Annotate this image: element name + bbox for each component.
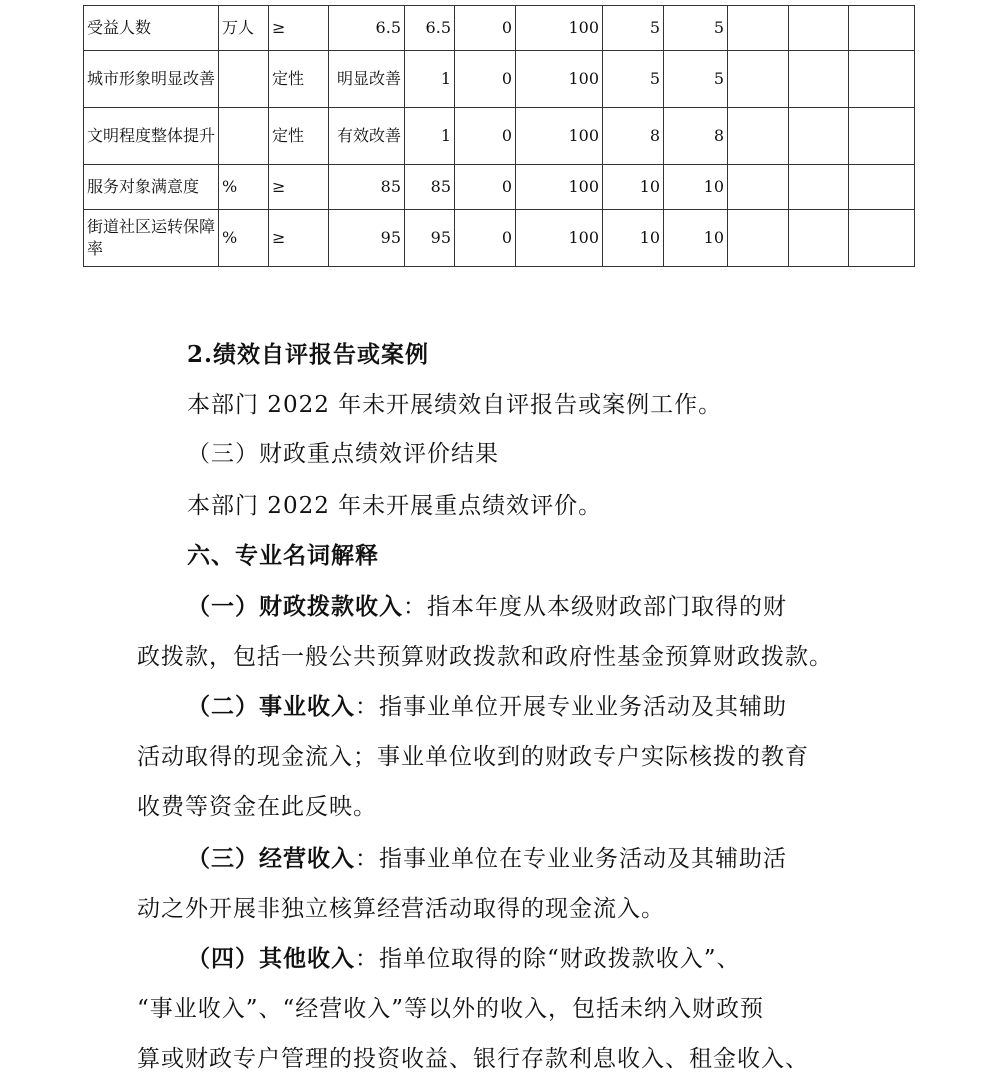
term-3-line-1: [187, 840, 787, 873]
table-cell-c11: [849, 108, 915, 165]
table-cell-c10: [789, 210, 849, 267]
table-cell-c7: 8: [603, 108, 664, 165]
table-cell-c5: 0: [455, 108, 516, 165]
table-cell-actual: 1: [405, 108, 455, 165]
table-cell-name: 城市形象明显改善: [84, 51, 219, 108]
term-4-line-3: 算或财政专户管理的投资收益、银行存款利息收入、租金收入、: [137, 1046, 809, 1072]
table-cell-c11: [849, 51, 915, 108]
table-cell-actual: 6.5: [405, 6, 455, 51]
table-cell-c6: 100: [516, 51, 603, 108]
table-cell-c6: 100: [516, 108, 603, 165]
term-4-label: （四）其他收入: [187, 945, 355, 972]
performance-indicator-table: [83, 5, 915, 267]
table-row: [84, 165, 915, 210]
term-2-line-2: 活动取得的现金流入；事业单位收到的财政专户实际核拨的教育: [137, 744, 809, 770]
paragraph-self-eval: 本部门 2022 年未开展绩效自评报告或案例工作。: [187, 392, 723, 418]
table-row: [84, 108, 915, 165]
table-cell-c9: [728, 210, 789, 267]
table-cell-c10: [789, 108, 849, 165]
table-cell-op: 定性: [269, 108, 329, 165]
table-cell-unit: [219, 51, 269, 108]
table-cell-op: 定性: [269, 51, 329, 108]
table-cell-c11: [849, 210, 915, 267]
table-cell-c8: 5: [664, 51, 728, 108]
table-cell-c5: 0: [455, 210, 516, 267]
table-cell-c8: 5: [664, 6, 728, 51]
term-3-text: ：指事业单位在专业业务活动及其辅助活: [355, 846, 787, 872]
term-3-label: （三）经营收入: [187, 845, 355, 872]
table-cell-name: 受益人数: [84, 6, 219, 51]
term-4-line-2: “事业收入”、“经营收入”等以外的收入，包括未纳入财政预: [137, 996, 765, 1022]
paragraph-key-eval: 本部门 2022 年未开展重点绩效评价。: [187, 493, 603, 519]
table-cell-c11: [849, 6, 915, 51]
table-cell-c5: 0: [455, 6, 516, 51]
table-cell-c8: 10: [664, 165, 728, 210]
table-cell-name: 文明程度整体提升: [84, 108, 219, 165]
table-cell-c6: 100: [516, 210, 603, 267]
term-1-text: ：指本年度从本级财政部门取得的财: [403, 594, 787, 620]
table-cell-c11: [849, 165, 915, 210]
table-cell-unit: %: [219, 165, 269, 210]
term-2-text: ：指事业单位开展专业业务活动及其辅助: [355, 694, 787, 720]
table-cell-c10: [789, 51, 849, 108]
table-cell-target: 85: [329, 165, 405, 210]
section-heading-key-eval: （三）财政重点绩效评价结果: [187, 441, 499, 467]
table-cell-unit: 万人: [219, 6, 269, 51]
term-4-text: ：指单位取得的除“财政拨款收入”、: [355, 946, 741, 972]
term-1-line-1: [187, 588, 787, 621]
term-1-label: （一）财政拨款收入: [187, 593, 403, 620]
table-row: [84, 210, 915, 267]
table-cell-target: 有效改善: [329, 108, 405, 165]
table-cell-c10: [789, 6, 849, 51]
term-2-line-3: 收费等资金在此反映。: [137, 794, 377, 820]
table-row: [84, 6, 915, 51]
term-2-label: （二）事业收入: [187, 693, 355, 720]
table-row: [84, 51, 915, 108]
table-cell-c7: 10: [603, 165, 664, 210]
table-cell-c9: [728, 51, 789, 108]
table-cell-c6: 100: [516, 6, 603, 51]
table-cell-target: 明显改善: [329, 51, 405, 108]
term-1-line-2: 政拨款，包括一般公共预算财政拨款和政府性基金预算财政拨款。: [137, 644, 833, 670]
table-cell-unit: [219, 108, 269, 165]
table-cell-unit: %: [219, 210, 269, 267]
table-cell-c10: [789, 165, 849, 210]
table-cell-actual: 1: [405, 51, 455, 108]
table-cell-c7: 5: [603, 51, 664, 108]
table-cell-name: 服务对象满意度: [84, 165, 219, 210]
table-cell-c9: [728, 108, 789, 165]
table-cell-c9: [728, 6, 789, 51]
table-cell-c8: 8: [664, 108, 728, 165]
table-cell-c5: 0: [455, 165, 516, 210]
term-2-line-1: [187, 688, 787, 721]
table-cell-c7: 10: [603, 210, 664, 267]
table-cell-actual: 85: [405, 165, 455, 210]
table-cell-c8: 10: [664, 210, 728, 267]
table-cell-actual: 95: [405, 210, 455, 267]
term-4-line-1: [187, 940, 741, 973]
term-3-line-2: 动之外开展非独立核算经营活动取得的现金流入。: [137, 896, 665, 922]
table-cell-c6: 100: [516, 165, 603, 210]
table-cell-op: ≥: [269, 165, 329, 210]
table-cell-name: 街道社区运转保障率: [84, 210, 219, 267]
section-heading-terms: 六、专业名词解释: [187, 542, 379, 569]
table-cell-op: ≥: [269, 210, 329, 267]
section-heading-self-eval: 2.绩效自评报告或案例: [187, 341, 430, 368]
table-cell-target: 95: [329, 210, 405, 267]
table-cell-op: ≥: [269, 6, 329, 51]
table-cell-c7: 5: [603, 6, 664, 51]
table-cell-c9: [728, 165, 789, 210]
table-cell-target: 6.5: [329, 6, 405, 51]
table-cell-c5: 0: [455, 51, 516, 108]
